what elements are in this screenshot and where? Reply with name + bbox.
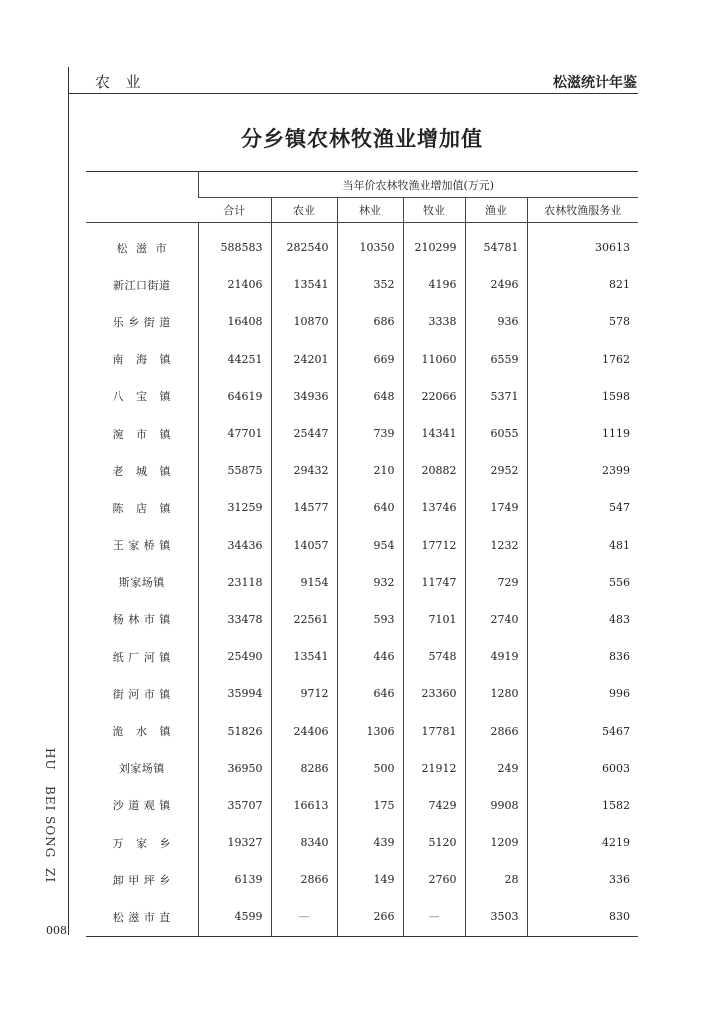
table-cell: 1306 xyxy=(337,712,403,749)
table-cell: 8340 xyxy=(271,824,337,861)
table-cell: 483 xyxy=(527,601,638,638)
table-cell: 1119 xyxy=(527,415,638,452)
table-cell: 3338 xyxy=(403,303,465,340)
table-cell: 352 xyxy=(337,266,403,303)
table-cell: 556 xyxy=(527,564,638,601)
row-label: 王 家 桥 镇 xyxy=(112,539,171,553)
table-cell: 2496 xyxy=(465,266,527,303)
table-cell: 932 xyxy=(337,564,403,601)
row-label: 乐 乡 街 道 xyxy=(112,315,171,329)
row-label: 卸 甲 坪 乡 xyxy=(112,873,171,887)
table-cell: 23360 xyxy=(403,675,465,712)
table-cell: 266 xyxy=(337,898,403,936)
table-cell: 5371 xyxy=(465,378,527,415)
table-cell: 996 xyxy=(527,675,638,712)
margin-rule xyxy=(68,67,69,935)
table-cell: 10870 xyxy=(271,303,337,340)
table-cell: 2866 xyxy=(271,861,337,898)
table-cell: 24201 xyxy=(271,341,337,378)
table-cell: 22066 xyxy=(403,378,465,415)
side-text-line2: BEI SONG xyxy=(43,786,57,859)
table-cell: 7429 xyxy=(403,787,465,824)
table-cell: 336 xyxy=(527,861,638,898)
table-cell: 31259 xyxy=(198,489,271,526)
table-cell: 8286 xyxy=(271,750,337,787)
row-label: 纸 厂 河 镇 xyxy=(112,650,171,664)
row-label: 洈 水 镇 xyxy=(112,725,171,739)
table-cell: 7101 xyxy=(403,601,465,638)
table-cell: 28 xyxy=(465,861,527,898)
column-header: 合计 xyxy=(198,198,271,223)
table-cell: 4196 xyxy=(403,266,465,303)
table-cell: 11747 xyxy=(403,564,465,601)
table-cell: 6559 xyxy=(465,341,527,378)
table-cell: 55875 xyxy=(198,452,271,489)
table-cell: 20882 xyxy=(403,452,465,489)
running-head-section: 农 业 xyxy=(95,73,143,91)
table-cell: 13541 xyxy=(271,266,337,303)
table-cell: 729 xyxy=(465,564,527,601)
table-cell: 578 xyxy=(527,303,638,340)
table-cell: 282540 xyxy=(271,223,337,267)
table-cell: 1582 xyxy=(527,787,638,824)
table-cell: 44251 xyxy=(198,341,271,378)
table-row xyxy=(86,898,638,936)
table-cell: 13541 xyxy=(271,638,337,675)
table-cell: 25447 xyxy=(271,415,337,452)
table-cell: 35994 xyxy=(198,675,271,712)
row-label: 斯家场镇 xyxy=(118,576,165,590)
row-label: 涴 市 镇 xyxy=(112,427,171,441)
row-label: 松 滋 市 直 xyxy=(86,898,198,936)
group-header: 当年价农林牧渔业增加值(万元) xyxy=(198,172,638,198)
table-cell: 149 xyxy=(337,861,403,898)
table-row xyxy=(86,712,638,749)
table-cell: 210299 xyxy=(403,223,465,267)
table-cell: 14341 xyxy=(403,415,465,452)
column-header: 农业 xyxy=(271,198,337,223)
row-label: 陈 店 镇 xyxy=(112,501,171,515)
table-row xyxy=(86,787,638,824)
table-cell: 34436 xyxy=(198,527,271,564)
table-row xyxy=(86,861,638,898)
table-cell: 21406 xyxy=(198,266,271,303)
table-cell: 446 xyxy=(337,638,403,675)
row-label: 沙 道 观 镇 xyxy=(112,799,171,813)
table-cell: 439 xyxy=(337,824,403,861)
table-cell: 5120 xyxy=(403,824,465,861)
table-cell: 19327 xyxy=(198,824,271,861)
row-label: 新江口街道 xyxy=(113,278,171,292)
row-label: 街 河 市 镇 xyxy=(112,687,171,701)
row-label: 南 海 镇 xyxy=(112,353,171,367)
row-label: 万 家 乡 xyxy=(112,836,171,850)
row-label: 老 城 镇 xyxy=(112,464,171,478)
table-cell: 481 xyxy=(527,527,638,564)
table-cell: 21912 xyxy=(403,750,465,787)
page-title: 分乡镇农林牧渔业增加值 xyxy=(241,126,483,151)
table-cell: 836 xyxy=(527,638,638,675)
page-number: 008 xyxy=(46,924,67,937)
table-cell: 4599 xyxy=(198,898,271,936)
table-cell: 2399 xyxy=(527,452,638,489)
table-row xyxy=(86,675,638,712)
table-row xyxy=(86,527,638,564)
table-cell: 1762 xyxy=(527,341,638,378)
table-cell: 23118 xyxy=(198,564,271,601)
table-cell: — xyxy=(271,898,337,936)
column-header: 林业 xyxy=(337,198,403,223)
table-cell: 14057 xyxy=(271,527,337,564)
table-row xyxy=(86,489,638,526)
table-cell: 2760 xyxy=(403,861,465,898)
table-row xyxy=(86,824,638,861)
table-cell: 500 xyxy=(337,750,403,787)
table-cell: 17712 xyxy=(403,527,465,564)
table-cell: 16613 xyxy=(271,787,337,824)
column-header: 渔业 xyxy=(465,198,527,223)
table-cell: 33478 xyxy=(198,601,271,638)
table-row xyxy=(86,601,638,638)
row-label: 刘家场镇 xyxy=(118,762,165,776)
table-row xyxy=(86,378,638,415)
table-cell: 35707 xyxy=(198,787,271,824)
row-header-corner xyxy=(86,172,198,223)
column-header: 农林牧渔服务业 xyxy=(527,198,638,223)
table-cell: 593 xyxy=(337,601,403,638)
table-cell: 686 xyxy=(337,303,403,340)
table-cell: 640 xyxy=(337,489,403,526)
table-cell: 2866 xyxy=(465,712,527,749)
table-cell: 646 xyxy=(337,675,403,712)
header-rule xyxy=(68,93,638,94)
table-cell: 6055 xyxy=(465,415,527,452)
table-cell: 29432 xyxy=(271,452,337,489)
table-cell: 3503 xyxy=(465,898,527,936)
table-cell: 821 xyxy=(527,266,638,303)
row-label: 松 滋 市 xyxy=(116,241,167,255)
column-header: 牧业 xyxy=(403,198,465,223)
table-cell: 210 xyxy=(337,452,403,489)
running-head-book-title: 松滋统计年鉴 xyxy=(553,75,637,91)
table-cell: 13746 xyxy=(403,489,465,526)
table-row xyxy=(86,452,638,489)
table-cell: 5467 xyxy=(527,712,638,749)
table-cell: 47701 xyxy=(198,415,271,452)
table-cell: 2952 xyxy=(465,452,527,489)
table-cell: 24406 xyxy=(271,712,337,749)
table-cell: 547 xyxy=(527,489,638,526)
table-cell: 25490 xyxy=(198,638,271,675)
table-cell: 9712 xyxy=(271,675,337,712)
table-cell: 669 xyxy=(337,341,403,378)
table-cell: 64619 xyxy=(198,378,271,415)
side-text-line3: ZI xyxy=(43,868,57,884)
table-row xyxy=(86,750,638,787)
table-cell: 4219 xyxy=(527,824,638,861)
table-cell: 36950 xyxy=(198,750,271,787)
table-cell: 249 xyxy=(465,750,527,787)
table-cell: 51826 xyxy=(198,712,271,749)
table-cell: 936 xyxy=(465,303,527,340)
row-label: 八 宝 镇 xyxy=(112,390,171,404)
table-row xyxy=(86,223,638,267)
table-cell: 14577 xyxy=(271,489,337,526)
table-cell: 4919 xyxy=(465,638,527,675)
table-cell: 30613 xyxy=(527,223,638,267)
table-row xyxy=(86,266,638,303)
table-row xyxy=(86,638,638,675)
table-cell: 34936 xyxy=(271,378,337,415)
table-cell: 954 xyxy=(337,527,403,564)
side-text-line1: HU xyxy=(43,748,57,771)
table-cell: 5748 xyxy=(403,638,465,675)
table-cell: 9154 xyxy=(271,564,337,601)
table-cell: 1232 xyxy=(465,527,527,564)
table-cell: 588583 xyxy=(198,223,271,267)
table-cell: 17781 xyxy=(403,712,465,749)
table-row xyxy=(86,415,638,452)
table-cell: 175 xyxy=(337,787,403,824)
table-cell: 830 xyxy=(527,898,638,936)
table-row xyxy=(86,303,638,340)
table-cell: 11060 xyxy=(403,341,465,378)
table-cell: 16408 xyxy=(198,303,271,340)
table-row xyxy=(86,341,638,378)
table-cell: 6003 xyxy=(527,750,638,787)
table-cell: 1209 xyxy=(465,824,527,861)
table-cell: 9908 xyxy=(465,787,527,824)
table-cell: 1749 xyxy=(465,489,527,526)
table-cell: 6139 xyxy=(198,861,271,898)
table-cell: 10350 xyxy=(337,223,403,267)
table-cell: 1598 xyxy=(527,378,638,415)
value-added-table xyxy=(86,171,638,937)
table-cell: 1280 xyxy=(465,675,527,712)
row-label: 杨 林 市 镇 xyxy=(112,613,171,627)
table-cell: 22561 xyxy=(271,601,337,638)
table-cell: — xyxy=(403,898,465,936)
table-cell: 2740 xyxy=(465,601,527,638)
table-cell: 739 xyxy=(337,415,403,452)
table-cell: 648 xyxy=(337,378,403,415)
table-row xyxy=(86,564,638,601)
table-cell: 54781 xyxy=(465,223,527,267)
